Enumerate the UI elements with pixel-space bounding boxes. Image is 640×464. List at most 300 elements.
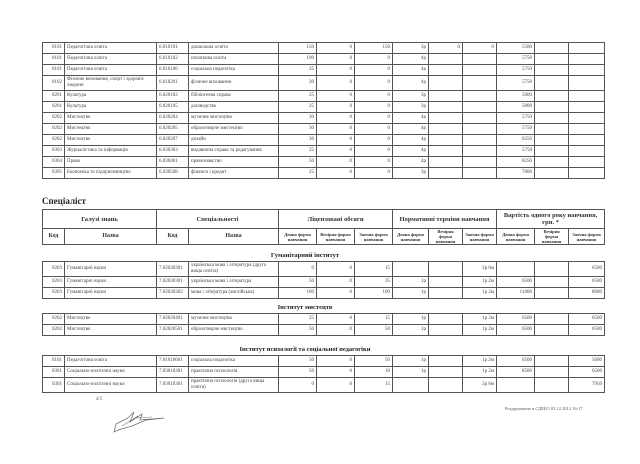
cell-cost-extramural <box>569 157 605 168</box>
cell-lic-evening: 0 <box>317 356 355 367</box>
cell-term-day: 3р <box>393 43 429 54</box>
cell-term-day: 4р <box>393 76 429 91</box>
header-cost-evening: Вечірня форма навчання <box>535 229 569 245</box>
cell-field-name: Соціально-політичні науки <box>65 378 157 393</box>
cell-lic-extramural: 0 <box>355 65 393 76</box>
cell-field-name: Гуманітарні науки <box>65 288 157 299</box>
cell-cost-evening <box>535 288 569 299</box>
cell-spec-code: 7.03010301 <box>157 378 189 393</box>
cell-spec-name: музичне мистецтво <box>189 113 279 124</box>
cell-lic-evening: 0 <box>317 168 355 179</box>
cell-lic-day: 30 <box>279 124 317 135</box>
cell-cost-evening <box>535 356 569 367</box>
signature-icon <box>112 408 172 434</box>
header-term-extramural: Заочна форма навчання <box>463 229 497 245</box>
cell-cost-day: 8500 <box>497 367 535 378</box>
cell-cost-evening <box>535 65 569 76</box>
cell-field-code: 0202 <box>43 124 65 135</box>
cell-lic-extramural: 15 <box>355 314 393 325</box>
cell-spec-name: фінанси і кредит <box>189 168 279 179</box>
cell-spec-code: 7.02030301 <box>157 277 189 288</box>
cell-cost-extramural <box>569 135 605 146</box>
cell-lic-evening: 0 <box>317 43 355 54</box>
cell-spec-name: мова і література (англійська) <box>189 288 279 299</box>
cell-term-evening <box>429 135 463 146</box>
cell-cost-extramural: 7950 <box>569 378 605 393</box>
cell-spec-name: образотворче мистецтво <box>189 124 279 135</box>
table-row <box>43 135 605 146</box>
cell-term-extramural <box>463 135 497 146</box>
cell-spec-code: 6.030401 <box>157 157 189 168</box>
cell-field-code: 0304 <box>43 157 65 168</box>
header-terms: Нормативні терміни навчання <box>393 210 497 229</box>
table-row <box>43 43 605 54</box>
cell-spec-code: 6.030303 <box>157 146 189 157</box>
cell-cost-extramural: 6500 <box>569 262 605 277</box>
table-row <box>43 288 605 299</box>
table-row <box>43 262 605 277</box>
cell-field-code: 0301 <box>43 367 65 378</box>
cell-cost-evening <box>535 314 569 325</box>
specialist-header-table <box>42 209 605 245</box>
cell-lic-extramural: 15 <box>355 262 393 277</box>
table-row <box>43 314 605 325</box>
cell-cost-day: 6500 <box>497 325 535 336</box>
cell-cost-evening <box>535 168 569 179</box>
cell-term-evening <box>429 356 463 367</box>
cell-cost-day: 5750 <box>497 54 535 65</box>
header-field-code: Код <box>43 229 65 245</box>
cell-spec-name: дизайн <box>189 135 279 146</box>
cell-term-evening <box>429 288 463 299</box>
cell-term-evening <box>429 378 463 393</box>
cell-spec-code: 7.01010601 <box>157 356 189 367</box>
cell-lic-evening: 0 <box>317 325 355 336</box>
cell-spec-name: музичне мистецтво <box>189 314 279 325</box>
cell-cost-day: 5750 <box>497 76 535 91</box>
cell-lic-extramural: 0 <box>355 102 393 113</box>
cell-field-code: 0102 <box>43 76 65 91</box>
cell-cost-evening <box>535 262 569 277</box>
cell-spec-code: 6.010101 <box>157 43 189 54</box>
cell-lic-evening: 0 <box>317 76 355 91</box>
cell-field-code: 0101 <box>43 356 65 367</box>
cell-term-extramural: 1р 2м <box>463 314 497 325</box>
cell-field-code: 0201 <box>43 91 65 102</box>
cell-cost-extramural: 6500 <box>569 314 605 325</box>
cell-field-code: 0305 <box>43 168 65 179</box>
cell-spec-name: українська мова і література <box>189 277 279 288</box>
cell-cost-extramural: 6500 <box>569 325 605 336</box>
cell-field-code: 0202 <box>43 113 65 124</box>
cell-lic-day: 25 <box>279 91 317 102</box>
cell-lic-extramural: 0 <box>355 168 393 179</box>
header-lic-day: Денна форма навчання <box>279 229 317 245</box>
cell-spec-name: бібліотечна справа <box>189 91 279 102</box>
cell-term-extramural <box>463 146 497 157</box>
cell-term-evening <box>429 157 463 168</box>
table-row <box>43 54 605 65</box>
institute-title: Інститут психології та соціальної педагогіки <box>239 346 371 353</box>
cell-field-name: Соціально-політичні науки <box>65 367 157 378</box>
cell-term-extramural <box>463 168 497 179</box>
cell-spec-code: 7.03010301 <box>157 367 189 378</box>
cell-spec-name: соціальна педагогіка <box>189 65 279 76</box>
cell-term-extramural: 1р 2м <box>463 277 497 288</box>
table-row <box>43 124 605 135</box>
cell-lic-day: 0 <box>279 262 317 277</box>
cell-field-code: 0303 <box>43 146 65 157</box>
cell-lic-extramural: 0 <box>355 76 393 91</box>
cell-term-evening <box>429 65 463 76</box>
section-title-specialist: Спеціаліст <box>42 196 86 206</box>
cell-field-code: 0202 <box>43 325 65 336</box>
cell-cost-evening <box>535 146 569 157</box>
cell-cost-evening <box>535 378 569 393</box>
cell-cost-day: 11000 <box>497 288 535 299</box>
cell-spec-name: початкова освіта <box>189 54 279 65</box>
cell-field-name: Педагогічна освіта <box>65 43 157 54</box>
table-row <box>43 168 605 179</box>
cell-term-evening <box>429 124 463 135</box>
cell-lic-extramural: 0 <box>355 157 393 168</box>
cell-lic-extramural: 0 <box>355 54 393 65</box>
cell-field-name: Культура <box>65 91 157 102</box>
cell-lic-evening: 0 <box>317 277 355 288</box>
cell-term-day: 3р <box>393 168 429 179</box>
cell-term-day: 4р <box>393 157 429 168</box>
institute-title: Інститут мистецтв <box>277 304 333 311</box>
cell-cost-extramural <box>569 54 605 65</box>
cell-lic-extramural: 0 <box>355 113 393 124</box>
cell-term-extramural: 1р 2м <box>463 356 497 367</box>
cell-term-extramural <box>463 157 497 168</box>
cell-spec-name: соціальна педагогіка <box>189 356 279 367</box>
cell-spec-name: фізичне виховання <box>189 76 279 91</box>
cell-lic-extramural: 0 <box>355 91 393 102</box>
cell-spec-name: правознавство <box>189 157 279 168</box>
table-row <box>43 146 605 157</box>
cell-cost-extramural <box>569 76 605 91</box>
cell-cost-evening <box>535 102 569 113</box>
cell-lic-day: 50 <box>279 325 317 336</box>
cell-spec-name: діловодство <box>189 102 279 113</box>
cell-spec-code: 7.02030301 <box>157 262 189 277</box>
table-row <box>43 102 605 113</box>
cell-lic-extramural: 10 <box>355 367 393 378</box>
cell-term-evening <box>429 54 463 65</box>
cell-cost-evening <box>535 325 569 336</box>
header-specialty: Спеціальності <box>157 210 279 229</box>
cell-term-evening <box>429 76 463 91</box>
cell-cost-day: 6500 <box>497 277 535 288</box>
cell-spec-code: 7.02020401 <box>157 314 189 325</box>
cell-lic-day: 25 <box>279 65 317 76</box>
cell-term-evening <box>429 367 463 378</box>
cell-cost-extramural <box>569 91 605 102</box>
cell-spec-code: 6.030508 <box>157 168 189 179</box>
header-licensed: Ліцензовані обсяги <box>279 210 393 229</box>
cell-cost-day <box>497 378 535 393</box>
cell-spec-code: 7.02030302 <box>157 288 189 299</box>
cell-lic-evening: 0 <box>317 65 355 76</box>
cell-spec-name: образотворче мистецтво <box>189 325 279 336</box>
cell-lic-evening: 0 <box>317 124 355 135</box>
cell-field-code: 0101 <box>43 54 65 65</box>
cell-lic-day: 50 <box>279 367 317 378</box>
cell-cost-day: 5750 <box>497 113 535 124</box>
cell-spec-name: українська мова і література (друга вища освіта) <box>189 262 279 277</box>
table-row <box>43 91 605 102</box>
header-term-evening: Вечірня форма навчання <box>429 229 463 245</box>
cell-lic-day: 30 <box>279 135 317 146</box>
cell-term-extramural <box>463 54 497 65</box>
cell-cost-evening <box>535 124 569 135</box>
page-number: 4/5 <box>96 397 103 402</box>
cell-spec-code: 6.020207 <box>157 135 189 146</box>
cell-lic-day: 25 <box>279 146 317 157</box>
header-lic-evening: Вечірня форма навчання <box>317 229 355 245</box>
cell-term-extramural: 0 <box>463 43 497 54</box>
cell-cost-evening <box>535 54 569 65</box>
cell-lic-day: 50 <box>279 356 317 367</box>
cell-cost-day: 5500 <box>497 43 535 54</box>
cell-lic-evening: 0 <box>317 367 355 378</box>
cell-lic-evening: 0 <box>317 378 355 393</box>
cell-lic-evening: 0 <box>317 91 355 102</box>
cell-lic-extramural: 0 <box>355 124 393 135</box>
cell-field-name: Педагогічна освіта <box>65 356 157 367</box>
cell-term-day: 4р <box>393 54 429 65</box>
cell-field-name: Гуманітарні науки <box>65 277 157 288</box>
cell-term-day: 4р <box>393 135 429 146</box>
cell-lic-day: 25 <box>279 168 317 179</box>
cell-cost-day: 5000 <box>497 102 535 113</box>
cell-field-name: Гуманітарні науки <box>65 262 157 277</box>
table-row <box>43 65 605 76</box>
cell-lic-extramural: 0 <box>355 146 393 157</box>
cell-term-evening <box>429 113 463 124</box>
cell-cost-day: 7000 <box>497 168 535 179</box>
cell-lic-evening: 0 <box>317 314 355 325</box>
cell-term-extramural: 2р 6м <box>463 262 497 277</box>
cell-lic-day: 25 <box>279 102 317 113</box>
cell-field-code: 0202 <box>43 135 65 146</box>
cell-cost-evening <box>535 91 569 102</box>
cell-cost-evening <box>535 367 569 378</box>
cell-lic-day: 150 <box>279 43 317 54</box>
cell-term-evening <box>429 91 463 102</box>
cell-term-day: 1р <box>393 277 429 288</box>
cell-term-extramural <box>463 65 497 76</box>
header-spec-name: Назва <box>189 229 279 245</box>
cell-cost-day: 6500 <box>497 356 535 367</box>
cell-lic-day: 190 <box>279 54 317 65</box>
cell-cost-extramural: 8000 <box>569 288 605 299</box>
cell-spec-code: 6.020204 <box>157 113 189 124</box>
cell-term-day: 1р <box>393 314 429 325</box>
cell-spec-name: видавнича справа та редагування <box>189 146 279 157</box>
cell-field-name: Мистецтво <box>65 124 157 135</box>
cell-lic-day: 30 <box>279 113 317 124</box>
cell-cost-day: 8250 <box>497 157 535 168</box>
cell-cost-extramural: 6500 <box>569 367 605 378</box>
cell-lic-day: 50 <box>279 277 317 288</box>
cell-cost-extramural <box>569 124 605 135</box>
header-cost: Вартість одного року навчання, грн. * <box>497 210 605 229</box>
cell-spec-code: 6.020205 <box>157 124 189 135</box>
cell-field-name: Педагогічна освіта <box>65 54 157 65</box>
cell-term-day: 4р <box>393 65 429 76</box>
cell-lic-extramural: 35 <box>355 277 393 288</box>
institute-table <box>42 261 605 299</box>
cell-cost-day: 5000 <box>497 91 535 102</box>
cell-lic-extramural: 50 <box>355 356 393 367</box>
cell-term-day: 4р <box>393 146 429 157</box>
cell-field-code: 0301 <box>43 378 65 393</box>
cell-lic-extramural: 150 <box>355 43 393 54</box>
cell-field-name: Право <box>65 157 157 168</box>
cell-lic-evening: 0 <box>317 288 355 299</box>
cell-field-name: Журналістика та інформація <box>65 146 157 157</box>
cell-cost-extramural <box>569 146 605 157</box>
cell-spec-name: практична психологія <box>189 367 279 378</box>
cell-lic-evening: 0 <box>317 157 355 168</box>
cell-field-name: Мистецтво <box>65 135 157 146</box>
cell-term-extramural: 2р 6м <box>463 378 497 393</box>
cell-field-code: 0101 <box>43 65 65 76</box>
cell-lic-extramural: 0 <box>355 135 393 146</box>
cell-spec-code: 6.020102 <box>157 91 189 102</box>
cell-term-extramural <box>463 124 497 135</box>
cell-field-name: Культура <box>65 102 157 113</box>
cell-lic-evening: 0 <box>317 102 355 113</box>
cell-field-name: Мистецтво <box>65 113 157 124</box>
cell-field-name: Фізичне виховання, спорт і здоров'я людини <box>65 76 157 91</box>
cell-term-day: 1р <box>393 367 429 378</box>
table-row <box>43 378 605 393</box>
cell-lic-evening: 0 <box>317 146 355 157</box>
institute-table <box>42 313 605 336</box>
cell-spec-code: 6.010106 <box>157 65 189 76</box>
cell-spec-code: 6.020105 <box>157 102 189 113</box>
cell-field-name: Педагогічна освіта <box>65 65 157 76</box>
cell-term-evening <box>429 146 463 157</box>
cell-cost-extramural <box>569 168 605 179</box>
cell-cost-evening <box>535 277 569 288</box>
cell-term-evening <box>429 102 463 113</box>
cell-spec-name: дошкільна освіта <box>189 43 279 54</box>
printed-note: Роздруковано в СДЕБО 05.12.2012 16:17 <box>505 406 583 411</box>
cell-field-code: 0202 <box>43 314 65 325</box>
cell-cost-evening <box>535 135 569 146</box>
cell-lic-extramural: 50 <box>355 325 393 336</box>
cell-term-evening <box>429 325 463 336</box>
cell-term-day <box>393 262 429 277</box>
cell-term-day: 4р <box>393 113 429 124</box>
cell-lic-extramural: 100 <box>355 288 393 299</box>
cell-term-day: 1р <box>393 288 429 299</box>
header-cost-day: Денна форма навчання <box>497 229 535 245</box>
cell-cost-evening <box>535 113 569 124</box>
institute-title: Гуманітарний інститут <box>270 252 340 259</box>
cell-cost-extramural <box>569 102 605 113</box>
header-cost-extramural: Заочна форма навчання <box>569 229 605 245</box>
table-row <box>43 367 605 378</box>
cell-term-extramural: 1р 2м <box>463 325 497 336</box>
institute-table <box>42 355 605 393</box>
cell-cost-extramural <box>569 65 605 76</box>
header-lic-extramural: Заочна форма навчання <box>355 229 393 245</box>
cell-term-day <box>393 378 429 393</box>
cell-field-code: 0101 <box>43 43 65 54</box>
cell-lic-extramural: 15 <box>355 378 393 393</box>
cell-term-extramural: 1р 2м <box>463 367 497 378</box>
cell-lic-evening: 0 <box>317 262 355 277</box>
cell-cost-extramural <box>569 43 605 54</box>
cell-cost-day: 6250 <box>497 135 535 146</box>
cell-field-code: 0201 <box>43 102 65 113</box>
table-row <box>43 277 605 288</box>
cell-field-code: 0203 <box>43 288 65 299</box>
cell-cost-day: 6500 <box>497 314 535 325</box>
cell-cost-extramural <box>569 113 605 124</box>
cell-term-day: 4р <box>393 124 429 135</box>
cell-cost-day: 5750 <box>497 65 535 76</box>
cell-spec-code: 6.010102 <box>157 54 189 65</box>
cell-field-code: 0203 <box>43 277 65 288</box>
cell-term-day: 1р <box>393 325 429 336</box>
header-term-day: Денна форма навчання <box>393 229 429 245</box>
cell-cost-day: 5750 <box>497 146 535 157</box>
header-field-name: Назва <box>65 229 157 245</box>
cell-term-extramural <box>463 102 497 113</box>
cell-lic-day: 30 <box>279 76 317 91</box>
cell-term-evening <box>429 168 463 179</box>
header-field: Галузі знань <box>43 210 157 229</box>
cell-field-code: 0203 <box>43 262 65 277</box>
bachelor-specialties-table <box>42 42 605 179</box>
cell-cost-evening <box>535 76 569 91</box>
cell-cost-extramural: 5000 <box>569 356 605 367</box>
cell-term-extramural <box>463 113 497 124</box>
cell-term-evening <box>429 314 463 325</box>
cell-cost-day <box>497 262 535 277</box>
cell-term-day: 3р <box>393 102 429 113</box>
cell-field-name: Мистецтво <box>65 325 157 336</box>
cell-spec-code: 6.010201 <box>157 76 189 91</box>
cell-lic-day: 100 <box>279 288 317 299</box>
cell-lic-evening: 0 <box>317 54 355 65</box>
cell-term-evening <box>429 277 463 288</box>
cell-field-name: Мистецтво <box>65 314 157 325</box>
header-spec-code: Код <box>157 229 189 245</box>
cell-spec-name: практична психологія (друга вища освіта) <box>189 378 279 393</box>
cell-cost-day: 5750 <box>497 124 535 135</box>
table-row <box>43 113 605 124</box>
table-row <box>43 325 605 336</box>
cell-term-day: 1р <box>393 356 429 367</box>
cell-lic-day: 25 <box>279 314 317 325</box>
cell-term-evening <box>429 262 463 277</box>
cell-term-extramural <box>463 76 497 91</box>
cell-term-evening: 0 <box>429 43 463 54</box>
cell-field-name: Економіка та підприємництво <box>65 168 157 179</box>
cell-term-day: 3р <box>393 91 429 102</box>
cell-spec-code: 7.02020501 <box>157 325 189 336</box>
cell-cost-evening <box>535 157 569 168</box>
cell-cost-extramural: 6500 <box>569 277 605 288</box>
